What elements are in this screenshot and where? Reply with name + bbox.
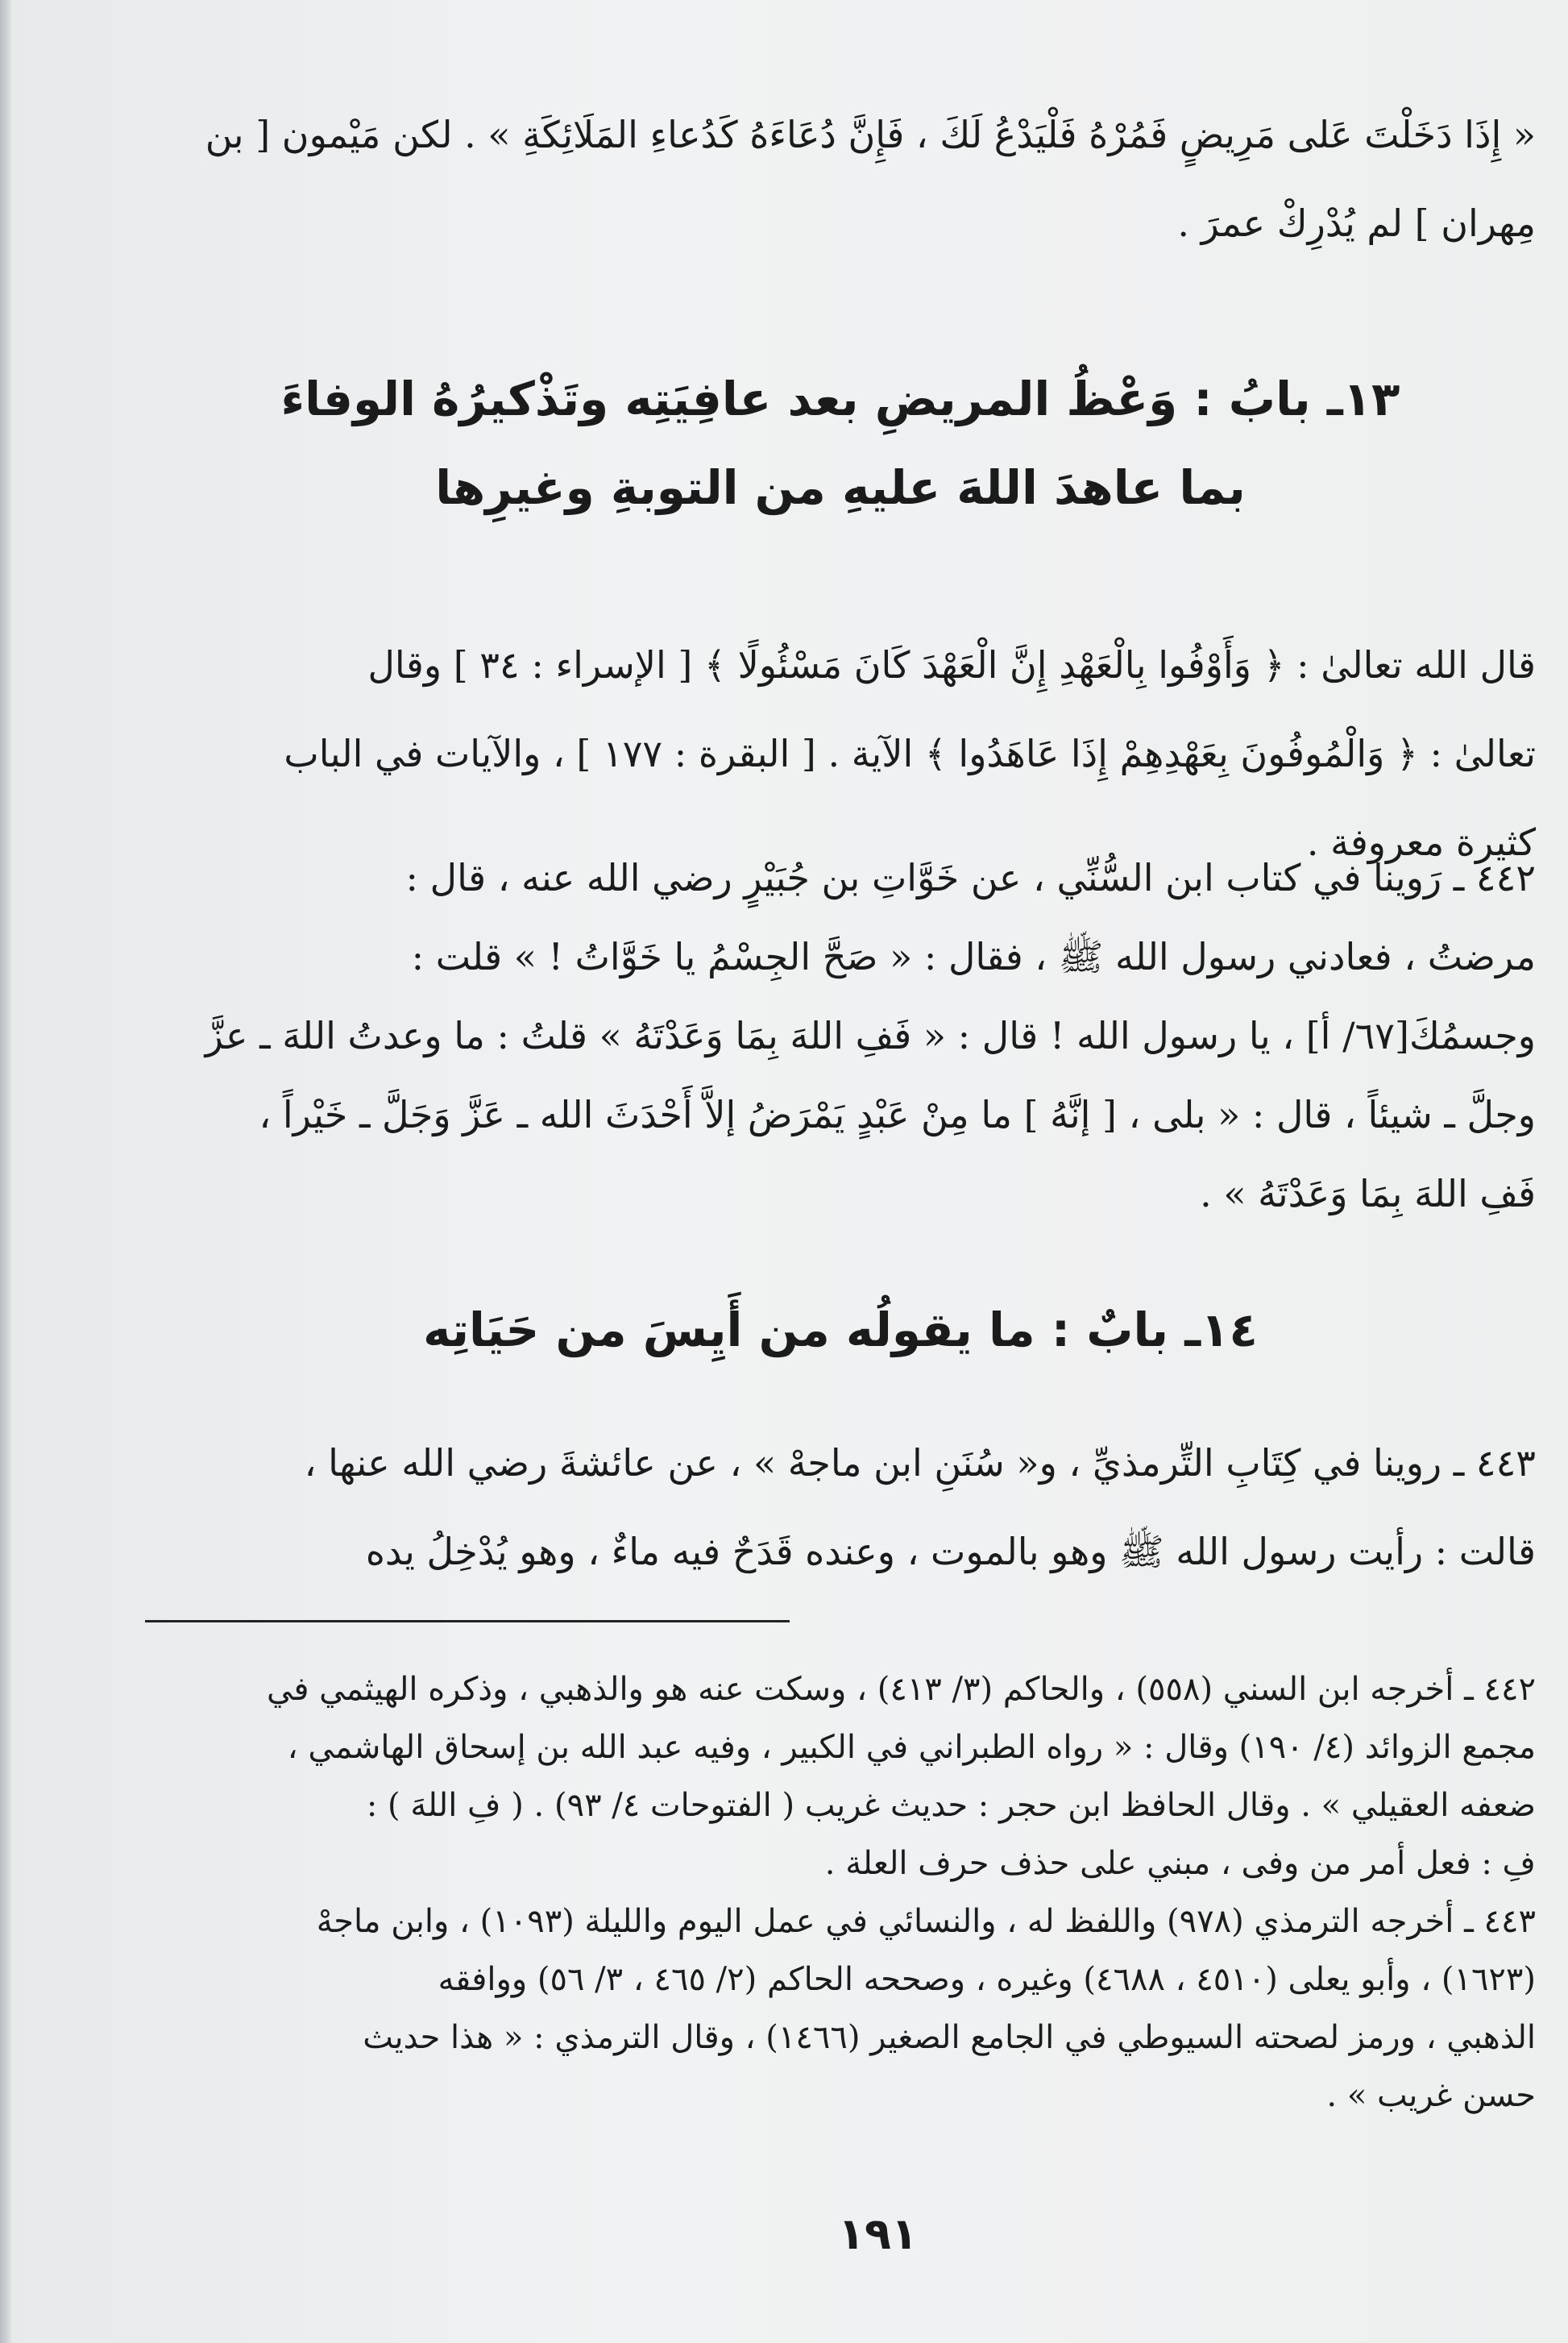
page-number: ١٩١ (838, 2208, 918, 2259)
hadith-442-line-3: وجسمُكَ[٦٧/ أ] ، يا رسول الله ! قال : « فَفِ اللهَ بِمَا وَعَدْتَهُ » قلتُ : ما وعدتُ اللهَ ـ عزَّ (205, 1014, 1536, 1057)
hadith-442-line-1: ٤٤٢ ـ رَوينا في كتاب ابن السُّنِّي ، عن خَوَّاتِ بن جُبَيْرٍ رضي الله عنه ، قال : (405, 856, 1536, 899)
chapter-13-heading (145, 355, 1536, 532)
footnote-443-line-4: حسن غريب » . (1326, 2077, 1536, 2114)
intro-paragraph (145, 90, 1536, 268)
hadith-443-line-2: قالت : رأيت رسول الله ﷺ وهو بالموت ، وعنده قَدَحٌ فيه ماءٌ ، وهو يُدْخِلُ يده (365, 1530, 1536, 1573)
quran-line-3: كثيرة معروفة . (1306, 820, 1536, 864)
footnote-442-line-1: ٤٤٢ ـ أخرجه ابن السني (٥٥٨) ، والحاكم (٣/ ٤١٣) ، وسكت عنه هو والذهبي ، وذكره الهيثمي في (266, 1671, 1536, 1708)
hadith-442 (145, 838, 1536, 1233)
footnote-442-line-4: فِ : فعل أمر من وفى ، مبني على حذف حرف العلة . (824, 1845, 1536, 1882)
footnote-separator (145, 1620, 790, 1622)
chapter-13-title-line-1: ١٣ـ بابُ : وَعْظُ المريضِ بعد عافِيَتِه وتَذْكيرُهُ الوفاءَ (280, 372, 1400, 426)
hadith-443-line-1: ٤٤٣ ـ روينا في كِتَابِ التِّرمذيِّ ، و« سُنَنِ ابن ماجهْ » ، عن عائشةَ رضي الله عنها ، (304, 1441, 1536, 1485)
footnote-443-line-3: الذهبي ، ورمز لصحته السيوطي في الجامع الصغير (١٤٦٦) ، وقال الترمذي : « هذا حديث (363, 2019, 1536, 2056)
page-content (145, 0, 1536, 2343)
hadith-442-line-2: مرضتُ ، فعادني رسول الله ﷺ ، فقال : « صَحَّ الجِسْمُ يا خَوَّاتُ ! » قلت : (411, 935, 1536, 978)
intro-line-2: مِهران ] لم يُدْرِكْ عمرَ . (1177, 201, 1536, 245)
chapter-14-heading (145, 1286, 1536, 1374)
intro-line-1: « إِذَا دَخَلْتَ عَلى مَرِيضٍ فَمُرْهُ فَلْيَدْعُ لَكَ ، فَإِنَّ دُعَاءَهُ كَدُعاءِ المَلَائِكَةِ » . لكن مَيْمون [ بن (205, 113, 1536, 156)
footnote-443-line-1: ٤٤٣ ـ أخرجه الترمذي (٩٧٨) واللفظ له ، والنسائي في عمل اليوم والليلة (١٠٩٣) ، وابن ماجهْ (316, 1903, 1536, 1940)
page-edge (0, 0, 11, 2343)
quran-line-2: تعالىٰ : ﴿ وَالْمُوفُونَ بِعَهْدِهِمْ إِذَا عَاهَدُوا ﴾ الآية . [ البقرة : ١٧٧ ] ، والآيات في الباب (284, 732, 1536, 775)
footnotes (145, 1660, 1536, 2125)
hadith-442-line-5: فَفِ اللهَ بِمَا وَعَدْتَهُ » . (1200, 1172, 1536, 1215)
footnote-442-line-3: ضعفه العقيلي » . وقال الحافظ ابن حجر : حديث غريب ( الفتوحات ٤/ ٩٣) . ( فِ اللهَ ) : (366, 1787, 1536, 1824)
footnote-443-line-2: (١٦٢٣) ، وأبو يعلى (٤٥١٠ ، ٤٦٨٨) وغيره ، وصححه الحاكم (٢/ ٤٦٥ ، ٣/ ٥٦) ووافقه (438, 1961, 1536, 1998)
footnote-442-line-2: مجمع الزوائد (٤/ ١٩٠) وقال : « رواه الطبراني في الكبير ، وفيه عبد الله بن إسحاق الهاشمي ، (287, 1729, 1536, 1766)
chapter-14-title: ١٤ـ بابٌ : ما يقولُه من أَيِسَ من حَيَاتِه (423, 1302, 1258, 1357)
hadith-442-line-4: وجلَّ ـ شيئاً ، قال : « بلى ، [ إنَّهُ ] ما مِنْ عَبْدٍ يَمْرَضُ إلاَّ أَحْدَثَ الله ـ عَزَّ وَجَلَّ ـ خَيْراً ، (259, 1093, 1536, 1136)
quran-line-1: قال الله تعالىٰ : ﴿ وَأَوْفُوا بِالْعَهْدِ إِنَّ الْعَهْدَ كَانَ مَسْئُولًا ﴾ [ الإسراء : ٣٤ ] وقال (367, 643, 1536, 687)
hadith-443 (145, 1419, 1536, 1596)
chapter-13-title-line-2: بما عاهدَ اللهَ عليهِ من التوبةِ وغيرِها (435, 460, 1246, 515)
